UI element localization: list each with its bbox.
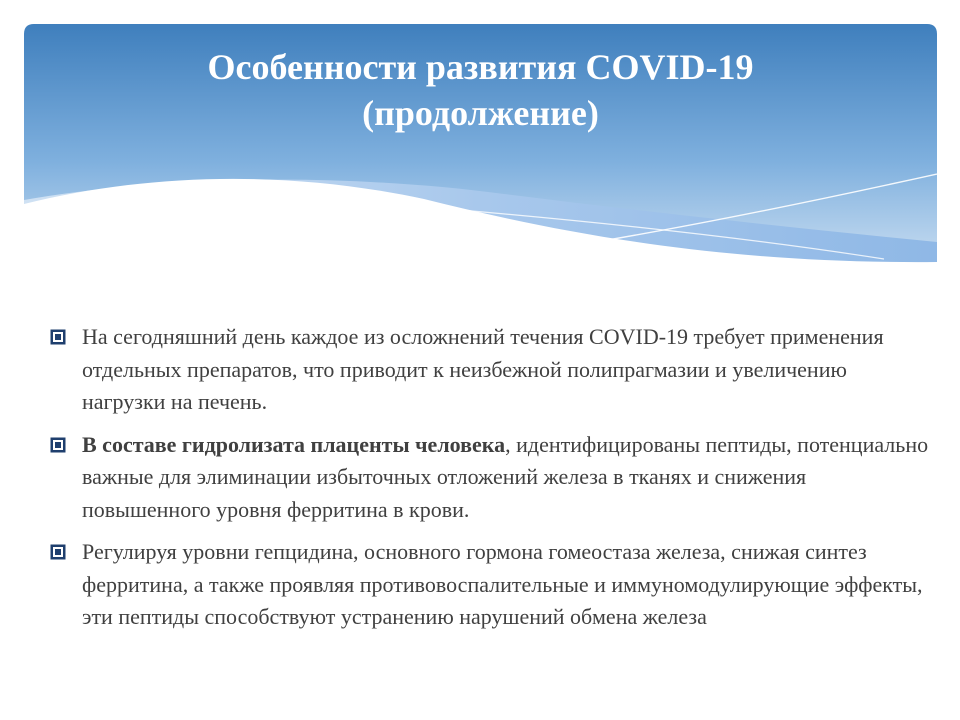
bullet-item-1 <box>50 321 930 419</box>
bullet-text-3: Регулируя уровни гепцидина, основного гормона гомеостаза железа, снижая синтез ферритина, а также проявляя противовоспалительные и иммуномодулирующие эффекты, эти пептиды способствуют устранению нарушений обмена железа <box>82 539 923 629</box>
bullet-text-1: На сегодняшний день каждое из осложнений течения COVID-19 требует применения отдельных препаратов, что приводит к неизбежной полипрагмазии и увеличению нагрузки на печень. <box>82 324 884 414</box>
framed-square-bullet-icon <box>50 544 66 560</box>
bullet-item-3 <box>50 536 930 634</box>
bullet-bold-2: В составе гидролизата плаценты человека <box>82 431 506 457</box>
bullet-list <box>50 321 930 644</box>
slide-title-line1: Особенности развития COVID-19 <box>207 47 754 87</box>
slide-title <box>24 44 937 136</box>
framed-square-bullet-icon <box>50 437 66 453</box>
bullet-item-2 <box>50 429 930 527</box>
framed-square-bullet-icon <box>50 329 66 345</box>
bullet-text-2: , идентифицированы пептиды, потенциально важные для элиминации избыточных отложений железа в тканях и снижения повышенного уровня ферритина в крови. <box>82 431 929 522</box>
slide-title-line2: (продолжение) <box>362 93 599 133</box>
